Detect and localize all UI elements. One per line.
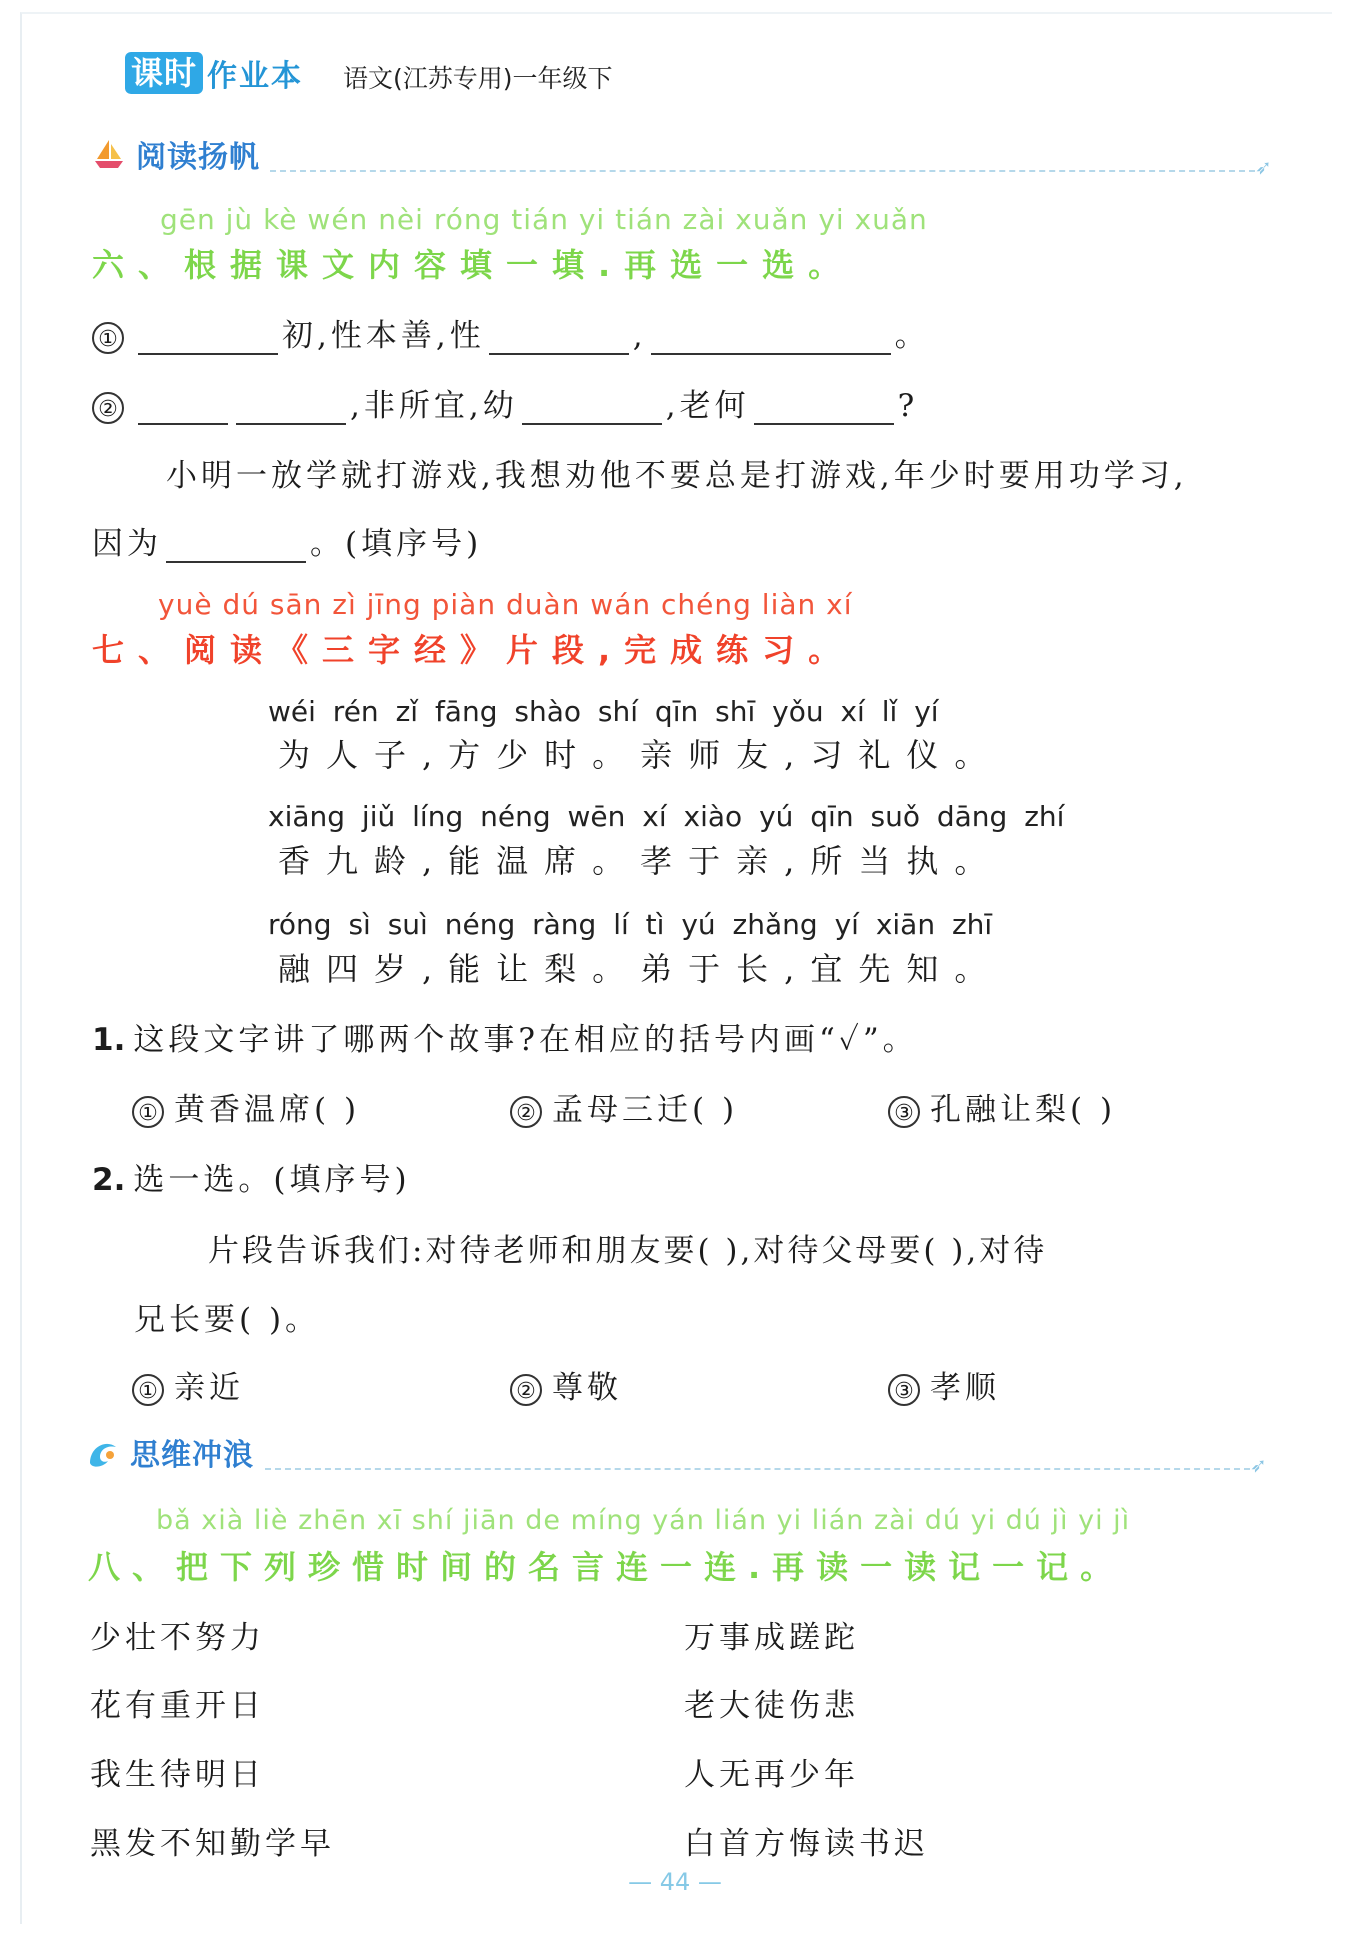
quote-right[interactable]: 万事成蹉跎 [684,1620,859,1656]
option-label: 孝顺 [930,1370,1000,1406]
brand-logo [125,52,303,94]
q7-sub2-paragraph-cont: 兄长要( )。 [134,1302,321,1338]
brand-logo-text: 作业本 [207,59,304,94]
banner-arrow-icon: ➶ [1255,155,1272,179]
q6-line1 [92,310,930,355]
sailboat-icon [92,137,126,171]
q8-title: 八、把下列珍惜时间的名言连一连.再读一读记一记。 [88,1548,1125,1586]
q6-title: 六、根据课文内容填一填.再选一选。 [92,246,855,284]
choice-item [510,1362,622,1407]
poem-pinyin: wéi rén zǐ fāng shào shí qīn shī yǒu xí lǐ yí [268,695,939,728]
section-banner-reading [92,132,260,176]
quote-left[interactable]: 黑发不知勤学早 [90,1826,335,1862]
subject-label: 语文(江苏专用)一年级下 [343,64,613,93]
quote-right[interactable]: 白首方悔读书迟 [684,1826,929,1862]
q7-sub2-paragraph: 片段告诉我们:对待老师和朋友要( ),对待父母要( ),对待 [208,1233,1048,1269]
q8-pinyin: bǎ xià liè zhēn xī shí jiān de míng yán lián yi lián zài dú yi dú jì yi jì [156,1505,1131,1536]
q7-title: 七、阅读《三字经》片段,完成练习。 [92,631,855,669]
section-banner-thinking [86,1430,254,1474]
fill-blank[interactable] [522,395,662,425]
choice-item [132,1362,244,1407]
option-marker: ② [510,1374,542,1406]
q7-sub2-question [92,1154,411,1199]
quote-left[interactable]: 少壮不努力 [90,1620,265,1656]
fill-blank[interactable] [138,325,278,355]
option-item[interactable] [132,1084,360,1129]
option-label: 孟母三迁( ) [552,1092,739,1128]
q6-para2-text-a: 因为 [92,526,162,562]
q6-para2-text-b: 。(填序号) [310,526,483,562]
quote-left[interactable]: 我生待明日 [90,1757,265,1793]
item-marker: ② [92,392,124,424]
banner-divider [265,1468,1250,1470]
option-item[interactable] [510,1084,738,1129]
banner-divider [270,170,1255,172]
banner-arrow-icon: ➶ [1250,1453,1267,1477]
q6-line1-end: 。 [894,318,930,354]
q6-line2 [92,380,918,425]
q7-pinyin: yuè dú sān zì jīng piàn duàn wán chéng liàn xí [158,588,853,621]
fill-blank[interactable] [754,395,894,425]
poem-line: 为人子,方少时。亲师友,习礼仪。 [278,736,1003,774]
poem-line: 香九龄,能温席。孝于亲,所当执。 [278,842,1003,880]
option-label: 孔融让梨( ) [930,1092,1117,1128]
page-number-value: 44 [659,1868,691,1896]
poem-pinyin: xiāng jiǔ líng néng wēn xí xiào yú qīn suǒ dāng zhí [268,800,1065,833]
brand-logo-mark: 课时 [125,52,203,94]
q6-line1-text-a: 初,性本善,性 [282,318,485,354]
q6-line2-text-b: ,老何 [665,388,750,424]
q6-paragraph: 小明一放学就打游戏,我想劝他不要总是打游戏,年少时要用功学习, [166,458,1188,494]
q6-line2-text-a: ,非所宜,幼 [350,388,518,424]
sub-question-number: 2. [92,1162,126,1198]
option-marker: ① [132,1374,164,1406]
quote-right[interactable]: 人无再少年 [684,1757,859,1793]
q6-line1-text-b: , [632,318,647,354]
fill-blank[interactable] [138,395,228,425]
surf-wave-icon [86,1435,120,1469]
q7-sub1-question [92,1014,918,1059]
quote-right[interactable]: 老大徒伤悲 [684,1688,859,1724]
poem-line: 融四岁,能让梨。弟于长,宜先知。 [278,950,1003,988]
option-marker: ③ [888,1374,920,1406]
fill-blank[interactable] [166,533,306,563]
q6-pinyin: gēn jù kè wén nèi róng tián yi tián zài xuǎn yi xuǎn [160,203,928,236]
poem-pinyin: róng sì suì néng ràng lí tì yú zhǎng yí xiān zhī [268,908,993,941]
sub-question-number: 1. [92,1022,126,1058]
page-number: — 44 — [628,1868,722,1896]
q6-paragraph-cont [92,518,482,563]
option-label: 黄香温席( ) [174,1092,361,1128]
option-marker: ③ [888,1096,920,1128]
sub-question-text: 这段文字讲了哪两个故事?在相应的括号内画“✓”。 [133,1022,918,1058]
option-label: 亲近 [174,1370,244,1406]
fill-blank[interactable] [489,325,629,355]
option-item[interactable] [888,1084,1116,1129]
item-marker: ① [92,322,124,354]
fill-blank[interactable] [651,325,891,355]
section-title: 思维冲浪 [130,1438,254,1473]
quote-left[interactable]: 花有重开日 [90,1688,265,1724]
q6-line2-end: ? [897,388,919,424]
option-label: 尊敬 [552,1370,622,1406]
option-marker: ② [510,1096,542,1128]
sub-question-text: 选一选。(填序号) [133,1162,411,1198]
option-marker: ① [132,1096,164,1128]
section-title: 阅读扬帆 [136,140,260,175]
choice-item [888,1362,1000,1407]
fill-blank[interactable] [236,395,346,425]
